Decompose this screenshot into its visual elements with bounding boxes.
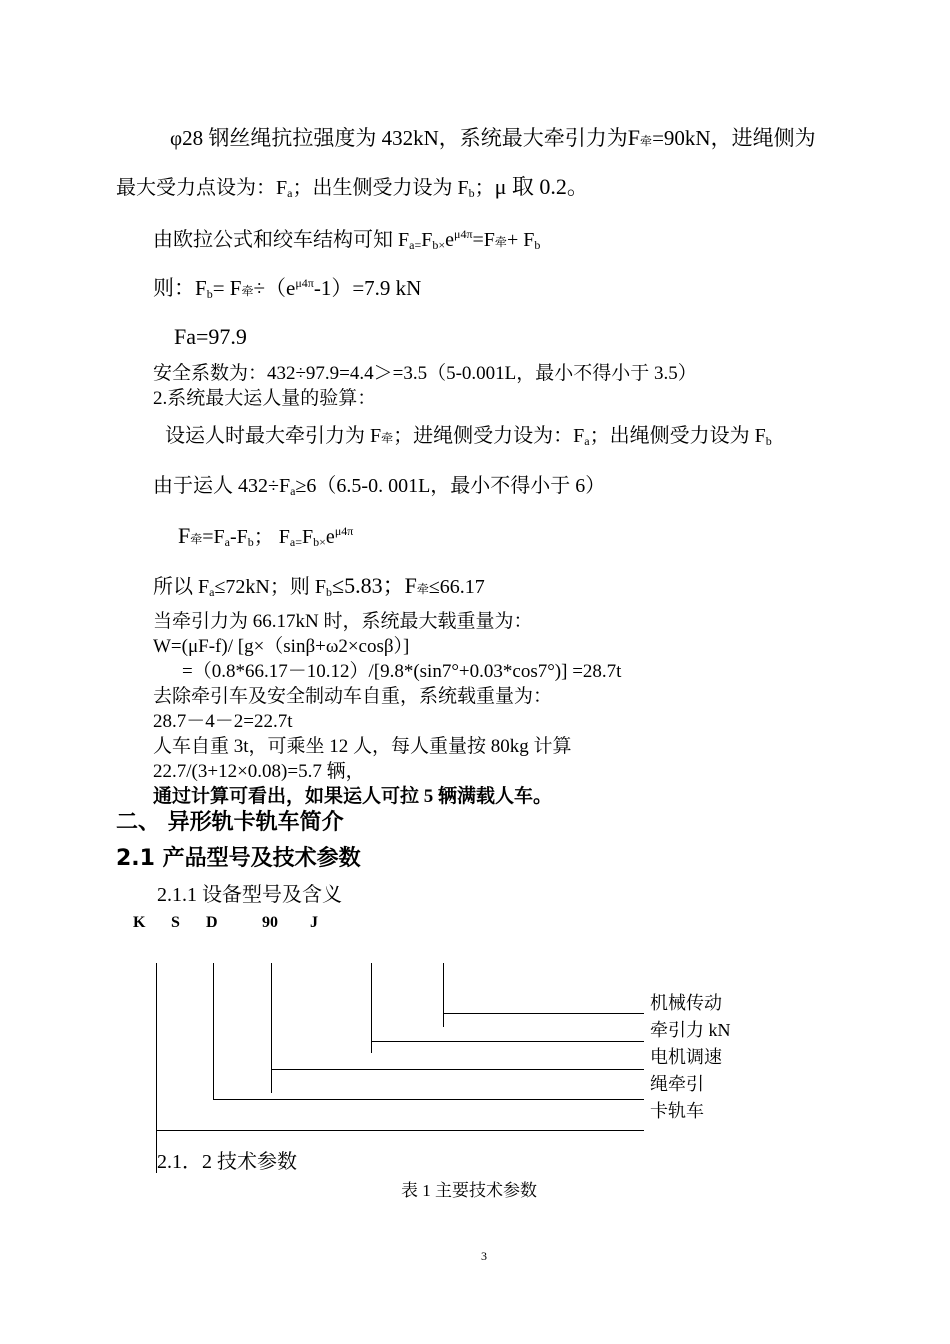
formula-euler: 由欧拉公式和绞车结构可知 $F_{a=}F_{b\times}e^{\mu 4\pi}=F$牵+ $F_b$ — [153, 227, 541, 252]
paragraph-tensile-strength: φ28 钢丝绳抗拉强度为 432kN，系统最大牵引力为F牵=90kN，进绳侧为 — [170, 125, 816, 150]
diagram-branch-j — [443, 1013, 644, 1014]
paragraph-limits: 所以 $F_a\le 72kN$；则 $F_b\le 5.83$；F牵≤66.17 — [153, 573, 485, 599]
heading-2-1: 2.1 产品型号及技术参数 — [116, 846, 361, 871]
label-rail-car: 卡轨车 — [650, 1101, 704, 1121]
paragraph-passenger-forces: 设运人时最大牵引力为 F牵；进绳侧受力设为：$F_a$；出绳侧受力设为 $F_b$ — [165, 425, 772, 448]
diagram-line-d — [271, 963, 272, 1093]
model-code-s: S — [171, 914, 180, 931]
page-number: 3 — [481, 1249, 487, 1263]
label-traction-force: 牵引力 kN — [650, 1020, 731, 1040]
model-code-k: K — [133, 914, 146, 931]
section-max-passenger-check: 2.系统最大运人量的验算： — [153, 388, 377, 409]
paragraph-net-load: 去除牵引车及安全制动车自重，系统载重量为： — [153, 686, 553, 707]
paragraph-car-weight: 人车自重 3t，可乘坐 12 人，每人重量按 80kg 计算 — [153, 736, 572, 757]
heading-section-2: 二、 异形轨卡轨车简介 — [116, 810, 344, 835]
paragraph-passenger-condition: 由于运人 $432\div F_a\ge 6(6.5-0$. 001L，最小不得小于 6） — [153, 475, 606, 498]
heading-2-1-1: 2.1.1 设备型号及含义 — [157, 884, 342, 906]
label-motor-speed-control: 电机调速 — [650, 1047, 722, 1067]
model-code-90: 90 — [262, 914, 278, 931]
table-caption: 表 1 主要技术参数 — [401, 1181, 537, 1200]
model-code-d: D — [206, 914, 218, 931]
formula-fb: 则：$F_b= F$牵$\div(e^{\mu 4\pi}-1)=7.9$ kN — [153, 276, 422, 301]
diagram-line-s — [213, 963, 214, 1100]
paragraph-max-force-point: 最大受力点设为：$F_a$；出生侧受力设为 $F_b$；μ 取 0.2。 — [116, 174, 589, 200]
diagram-branch-k — [156, 1130, 644, 1131]
formula-fa: Fa=97.9 — [174, 324, 247, 349]
diagram-line-k — [156, 963, 157, 1173]
diagram-line-j — [443, 963, 444, 1027]
paragraph-max-load: 当牵引力为 66.17kN 时，系统最大载重量为： — [153, 611, 533, 632]
formula-car-count: 22.7/(3+12×0.08)=5.7 辆， — [153, 761, 365, 782]
formula-passenger: F牵$=F_a-F_b$； $F_{a=}F_{b\times}e^{\mu 4\pi}$ — [178, 523, 354, 549]
diagram-branch-s — [213, 1099, 644, 1100]
formula-net-load: 28.7－4－2=22.7t — [153, 711, 293, 732]
label-mechanical-drive: 机械传动 — [650, 993, 722, 1013]
diagram-branch-90 — [371, 1041, 644, 1042]
diagram-line-90 — [371, 963, 372, 1053]
formula-weight: W=(μF-f)/ [g×（sinβ+ω2×cosβ）] — [153, 636, 410, 657]
safety-factor: 安全系数为：432÷97.9=4.4＞=3.5（5-0.001L，最小不得小于 3.5） — [153, 363, 697, 384]
heading-2-1-2: 2.1．2 技术参数 — [157, 1151, 297, 1173]
model-code-j: J — [310, 914, 318, 931]
conclusion: 通过计算可看出，如果运人可拉 5 辆满载人车。 — [153, 786, 553, 807]
diagram-branch-d — [271, 1069, 644, 1070]
label-rope-traction: 绳牵引 — [650, 1074, 704, 1094]
formula-weight-value: =（0.8*66.17－10.12）/[9.8*(sin7°+0.03*cos7°)] =28.7t — [182, 661, 622, 682]
